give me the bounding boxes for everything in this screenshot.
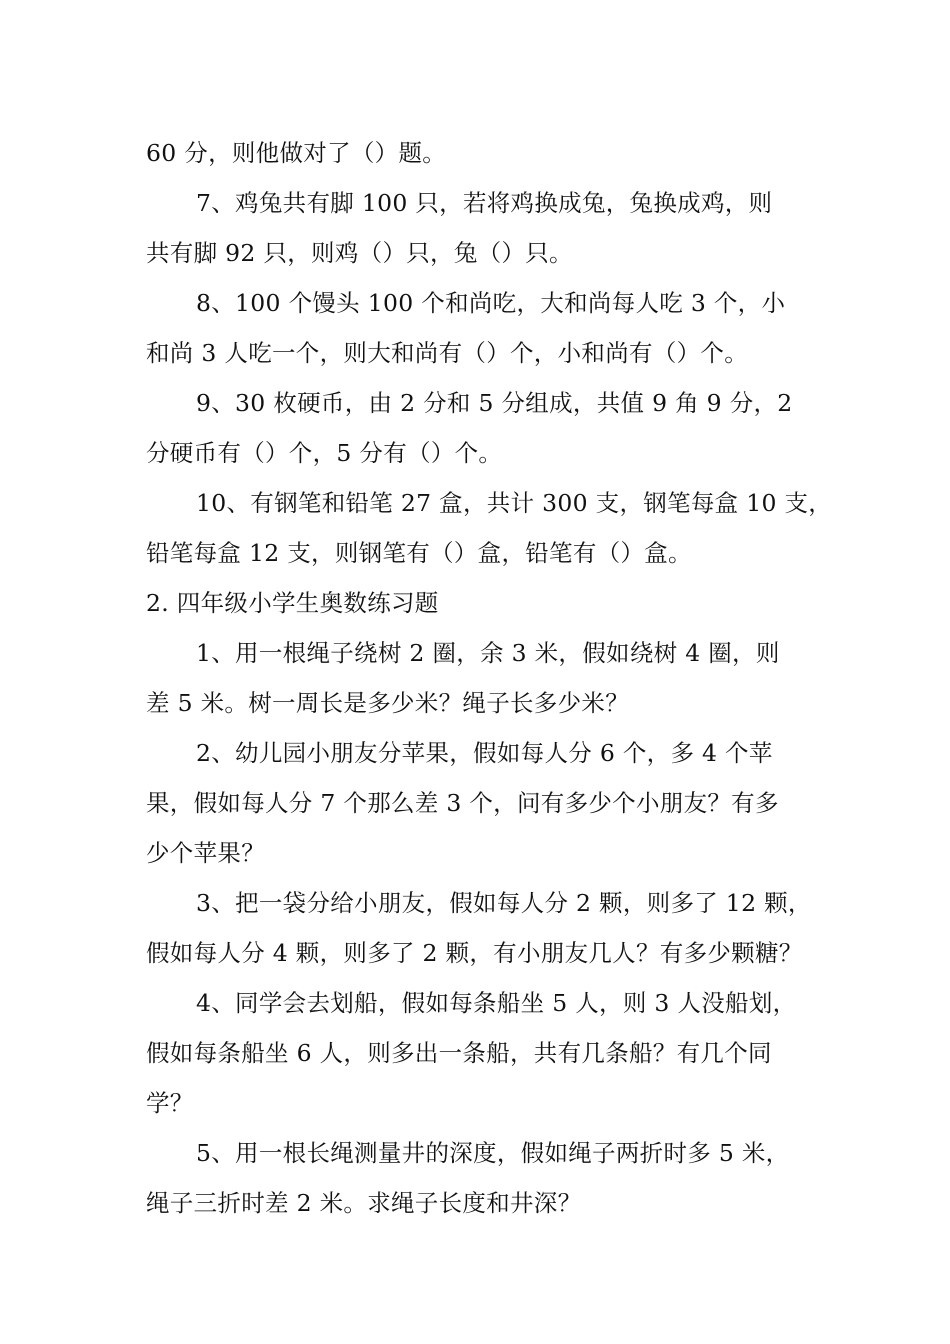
exercise-2-line-2: 果，假如每人分 7 个那么差 3 个，问有多少个小朋友？有多 xyxy=(146,789,779,817)
exercise-4-line-1: 4、同学会去划船，假如每条船坐 5 人，则 3 人没船划， xyxy=(196,989,797,1017)
problem-7-line-1: 7、鸡兔共有脚 100 只，若将鸡换成兔，兔换成鸡，则 xyxy=(196,189,773,217)
exercise-1-line-1: 1、用一根绳子绕树 2 圈，余 3 米，假如绕树 4 圈，则 xyxy=(196,639,780,667)
exercise-4-line-3: 学？ xyxy=(146,1089,194,1117)
section-heading: 2. 四年级小学生奥数练习题 xyxy=(146,589,439,617)
problem-10-line-2: 铅笔每盒 12 支，则钢笔有（）盒，铅笔有（）盒。 xyxy=(146,539,692,567)
problem-9-line-2: 分硬币有（）个，5 分有（）个。 xyxy=(146,439,503,467)
text-line-1: 60 分，则他做对了（）题。 xyxy=(146,139,447,167)
exercise-2-line-3: 少个苹果？ xyxy=(146,839,265,867)
exercise-5-line-1: 5、用一根长绳测量井的深度，假如绳子两折时多 5 米， xyxy=(196,1139,790,1167)
exercise-1-line-2: 差 5 米。树一周长是多少米？绳子长多少米？ xyxy=(146,689,629,717)
problem-7-line-2: 共有脚 92 只，则鸡（）只，兔（）只。 xyxy=(146,239,573,267)
exercise-2-line-1: 2、幼儿园小朋友分苹果，假如每人分 6 个，多 4 个苹 xyxy=(196,739,773,767)
problem-8-line-1: 8、100 个馒头 100 个和尚吃，大和尚每人吃 3 个，小 xyxy=(196,289,786,317)
problem-8-line-2: 和尚 3 人吃一个，则大和尚有（）个，小和尚有（）个。 xyxy=(146,339,748,367)
problem-9-line-1: 9、30 枚硬币，由 2 分和 5 分组成，共值 9 角 9 分，2 xyxy=(196,389,793,417)
document-page xyxy=(146,128,833,1228)
exercise-3-line-2: 假如每人分 4 颗，则多了 2 颗，有小朋友几人？有多少颗糖？ xyxy=(146,939,803,967)
exercise-5-line-2: 绳子三折时差 2 米。求绳子长度和井深？ xyxy=(146,1189,582,1217)
exercise-4-line-2: 假如每条船坐 6 人，则多出一条船，共有几条船？有几个同 xyxy=(146,1039,772,1067)
problem-10-line-1: 10、有钢笔和铅笔 27 盒，共计 300 支，钢笔每盒 10 支， xyxy=(196,489,833,517)
exercise-3-line-1: 3、把一袋分给小朋友，假如每人分 2 颗，则多了 12 颗， xyxy=(196,889,812,917)
